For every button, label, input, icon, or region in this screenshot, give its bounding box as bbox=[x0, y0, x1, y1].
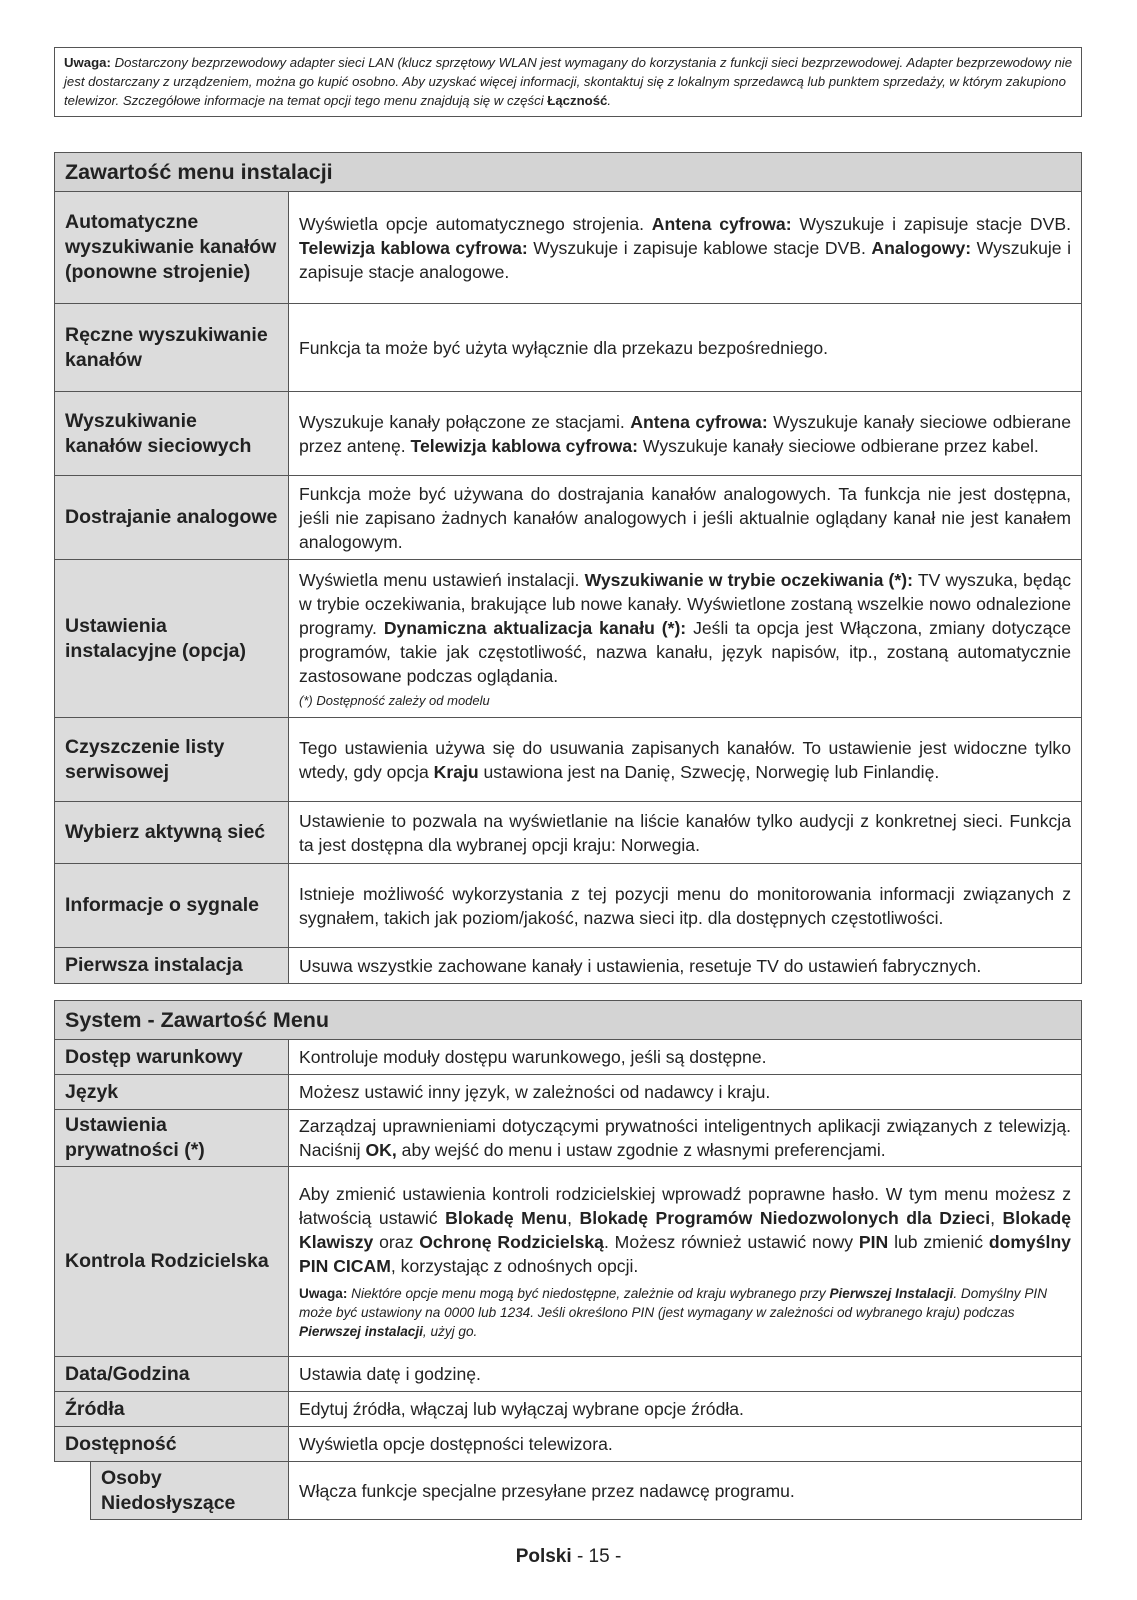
row-label: Język bbox=[55, 1075, 289, 1110]
table-row bbox=[55, 304, 1082, 392]
table-row bbox=[55, 1462, 1082, 1520]
table-row bbox=[55, 948, 1082, 984]
row-description: Tego ustawienia używa się do usuwania zapisanych kanałów. To ustawienie jest widoczne tylko wtedy, gdy opcja Kraju ustawiona jest na Danię, Szwecję, Norwegię lub Finlandię. bbox=[289, 718, 1082, 802]
wlan-note: Uwaga: Dostarczony bezprzewodowy adapter sieci LAN (klucz sprzętowy WLAN jest wymagany do korzystania z funkcji sieci bezprzewodowej. Adapter bezprzewodowy nie jest dostarczany z urządzeniem, można go kupić osobno. Aby uzyskać więcej informacji, skontaktuj się z lokalnym sprzedawcą lub punktem sprzedaży, w którym zakupiono telewizor. Szczegółowe informacje na temat opcji tego menu znajdują się w części Łączność. bbox=[54, 47, 1082, 117]
row-description: Możesz ustawić inny język, w zależności od nadawcy i kraju. bbox=[289, 1075, 1082, 1110]
row-description: Wyświetla menu ustawień instalacji. Wyszukiwanie w trybie oczekiwania (*): TV wyszuka, będąc w trybie oczekiwania, brakujące lub nowe kanały. Wyświetlone zostaną wszelkie nowo odnalezione programy. Dynamiczna aktualizacja kanału (*): Jeśli ta opcja jest Włączona, zmiany dotyczące programów, takie jak częstotliwość, nazwa kanału, język napisów, itp., zostaną automatycznie zastosowane podczas oglądania. (*) Dostępność zależy od modelu bbox=[289, 560, 1082, 718]
row-label: Dostęp warunkowy bbox=[55, 1040, 289, 1075]
row-label: Ustawienia prywatności (*) bbox=[55, 1110, 289, 1167]
parental-note: Uwaga: Niektóre opcje menu mogą być niedostępne, zależnie od kraju wybranego przy Pierwszej Instalacji. Domyślny PIN może być ustawiony na 0000 lub 1234. Jeśli określono PIN (jest wymagany w zależności od wybranego kraju) podczas Pierwszej instalacji, użyj go. bbox=[299, 1286, 1048, 1339]
row-description: Edytuj źródła, włączaj lub wyłączaj wybrane opcje źródła. bbox=[289, 1392, 1082, 1427]
row-description: Funkcja może być używana do dostrajania kanałów analogowych. Ta funkcja nie jest dostępna, jeśli nie zapisano żadnych kanałów analogowych i jeśli aktualnie oglądany kanał nie jest kanałem analogowym. bbox=[289, 476, 1082, 560]
table-row bbox=[55, 1167, 1082, 1357]
table-row bbox=[55, 476, 1082, 560]
row-description: Wyszukuje kanały połączone ze stacjami. Antena cyfrowa: Wyszukuje kanały sieciowe odbierane przez antenę. Telewizja kablowa cyfrowa: Wyszukuje kanały sieciowe odbierane przez kabel. bbox=[289, 392, 1082, 476]
row-label: Informacje o sygnale bbox=[55, 864, 289, 948]
row-label: Data/Godzina bbox=[55, 1357, 289, 1392]
row-label: Pierwsza instalacja bbox=[55, 948, 289, 984]
row-label: Dostrajanie analogowe bbox=[55, 476, 289, 560]
table-row bbox=[55, 1427, 1082, 1462]
row-description: Ustawienie to pozwala na wyświetlanie na liście kanałów tylko audycji z konkretnej sieci. Funkcja ta jest dostępna dla wybranej opcji kraju: Norwegia. bbox=[289, 802, 1082, 864]
table-row bbox=[55, 718, 1082, 802]
row-description: Wyświetla opcje dostępności telewizora. bbox=[289, 1427, 1082, 1462]
table-row bbox=[55, 1075, 1082, 1110]
table-row bbox=[55, 1110, 1082, 1167]
row-label: Automatyczne wyszukiwanie kanałów (ponowne strojenie) bbox=[55, 192, 289, 304]
system-menu-title: System - Zawartość Menu bbox=[55, 1001, 1082, 1040]
system-menu-table bbox=[54, 1000, 1082, 1520]
note-label: Uwaga: bbox=[64, 55, 111, 70]
note-text: Dostarczony bezprzewodowy adapter sieci LAN (klucz sprzętowy WLAN jest wymagany do korzystania z funkcji sieci bezprzewodowej. Adapter bezprzewodowy nie jest dostarczany z urządzeniem, można go kupić osobno. Aby uzyskać więcej informacji, skontaktuj się z lokalnym sprzedawcą lub punktem sprzedaży, w którym zakupiono telewizor. Szczegółowe informacje na temat opcji tego menu znajdują się w części bbox=[64, 55, 1073, 108]
row-description: Wyświetla opcje automatycznego strojenia. Antena cyfrowa: Wyszukuje i zapisuje stacje DVB. Telewizja kablowa cyfrowa: Wyszukuje i zapisuje kablowe stacje DVB. Analogowy: Wyszukuje i zapisuje stacje analogowe. bbox=[289, 192, 1082, 304]
page-number: - 15 - bbox=[576, 1546, 622, 1567]
installation-menu-table bbox=[54, 152, 1082, 984]
row-description: Usuwa wszystkie zachowane kanały i ustawienia, resetuje TV do ustawień fabrycznych. bbox=[289, 948, 1082, 984]
table-row bbox=[55, 802, 1082, 864]
table-row bbox=[55, 1040, 1082, 1075]
row-description: Włącza funkcje specjalne przesyłane przez nadawcę programu. bbox=[289, 1462, 1082, 1520]
indent-spacer bbox=[55, 1462, 91, 1520]
row-description: Kontroluje moduły dostępu warunkowego, jeśli są dostępne. bbox=[289, 1040, 1082, 1075]
row-description: Funkcja ta może być użyta wyłącznie dla przekazu bezpośredniego. bbox=[289, 304, 1082, 392]
table-row bbox=[55, 392, 1082, 476]
table-row bbox=[55, 560, 1082, 718]
row-label: Ustawienia instalacyjne (opcja) bbox=[55, 560, 289, 718]
table-row bbox=[55, 1392, 1082, 1427]
row-label: Ręczne wyszukiwanie kanałów bbox=[55, 304, 289, 392]
footer-language: Polski bbox=[515, 1546, 572, 1567]
row-description: Aby zmienić ustawienia kontroli rodzicielskiej wprowadź poprawne hasło. W tym menu możesz z łatwością ustawić Blokadę Menu, Blokadę Programów Niedozwolonych dla Dzieci, Blokadę Klawiszy oraz Ochronę Rodzicielską. Możesz również ustawić nowy PIN lub zmienić domyślny PIN CICAM, korzystając z odnośnych opcji. Uwaga: Niektóre opcje menu mogą być niedostępne, zależnie od kraju wybranego przy Pierwszej Instalacji. Domyślny PIN może być ustawiony na 0000 lub 1234. Jeśli określono PIN (jest wymagany w zależności od wybranego kraju) podczas Pierwszej instalacji, użyj go. bbox=[289, 1167, 1082, 1357]
row-description: Ustawia datę i godzinę. bbox=[289, 1357, 1082, 1392]
installation-menu-title: Zawartość menu instalacji bbox=[55, 153, 1082, 192]
availability-note: (*) Dostępność zależy od modelu bbox=[299, 692, 490, 708]
page-footer bbox=[0, 1546, 1137, 1568]
row-label: Wyszukiwanie kanałów sieciowych bbox=[55, 392, 289, 476]
row-label: Źródła bbox=[55, 1392, 289, 1427]
note-link: Łączność bbox=[547, 93, 608, 108]
row-label: Czyszczenie listy serwisowej bbox=[55, 718, 289, 802]
row-description: Zarządzaj uprawnieniami dotyczącymi prywatności inteligentnych aplikacji związanych z telewizją. Naciśnij OK, aby wejść do menu i ustaw zgodnie z własnymi preferencjami. bbox=[289, 1110, 1082, 1167]
row-label: Osoby Niedosłyszące bbox=[91, 1462, 289, 1520]
table-row bbox=[55, 864, 1082, 948]
row-label: Dostępność bbox=[55, 1427, 289, 1462]
table-row bbox=[55, 192, 1082, 304]
table-row bbox=[55, 1357, 1082, 1392]
row-description: Istnieje możliwość wykorzystania z tej pozycji menu do monitorowania informacji związanych z sygnałem, takich jak poziom/jakość, nazwa sieci itp. dla dostępnych częstotliwości. bbox=[289, 864, 1082, 948]
row-label: Wybierz aktywną sieć bbox=[55, 802, 289, 864]
row-label: Kontrola Rodzicielska bbox=[55, 1167, 289, 1357]
